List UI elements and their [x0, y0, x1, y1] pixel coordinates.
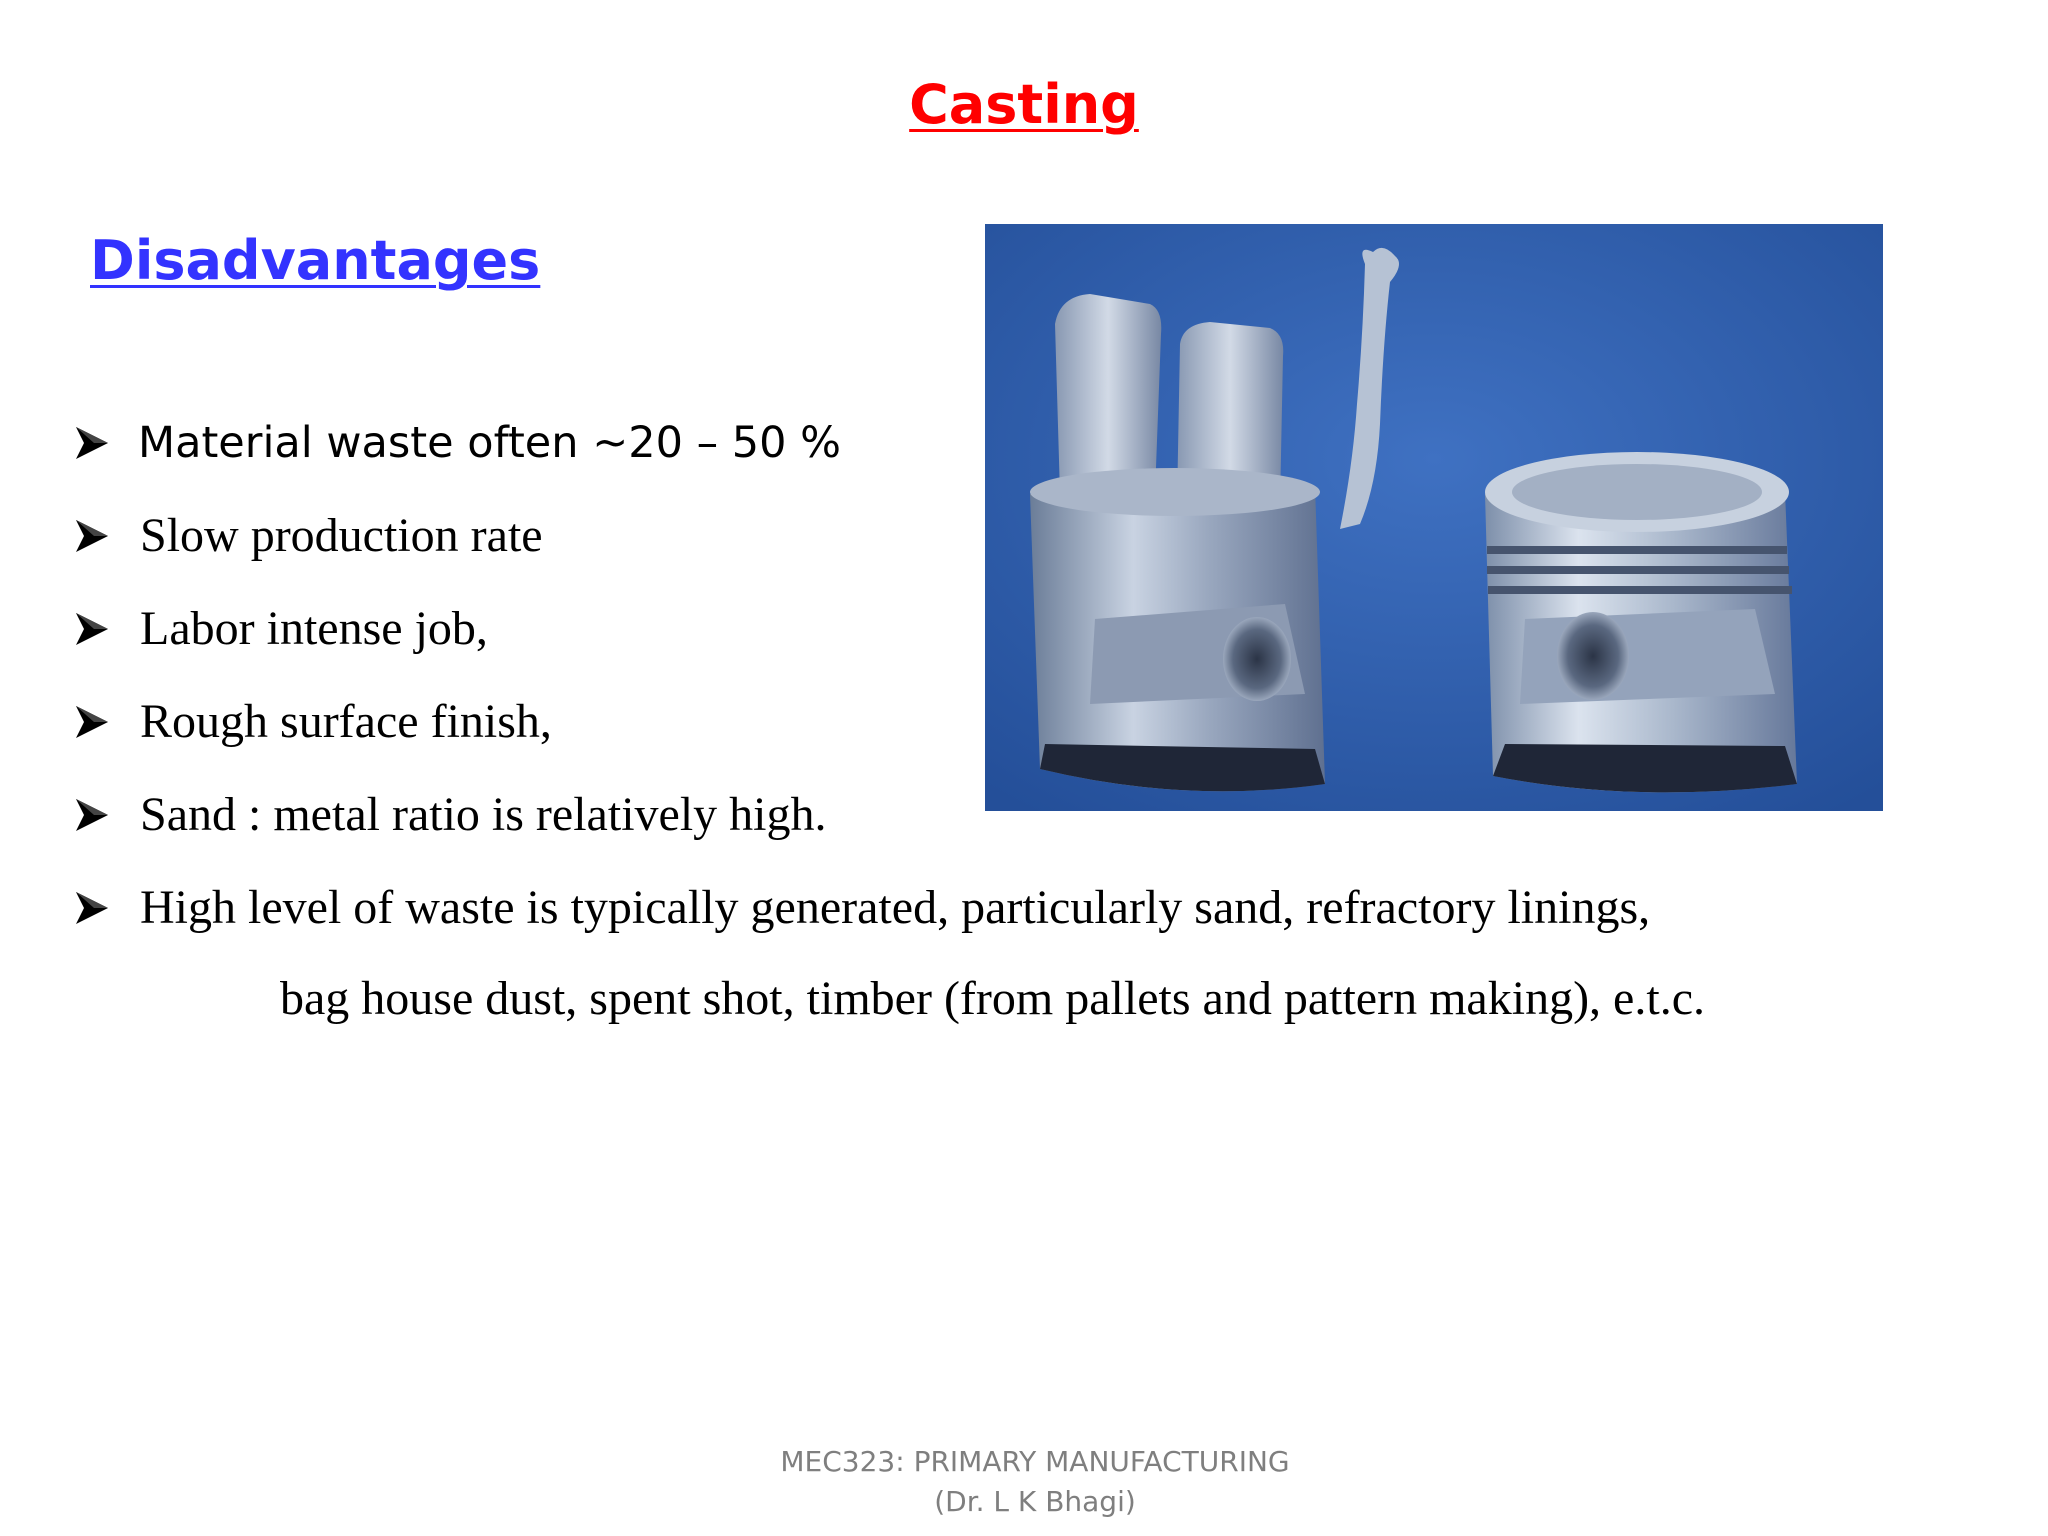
section-heading: Disadvantages: [90, 229, 541, 292]
bullet-text: Rough surface finish,: [140, 695, 552, 748]
arrow-bullet-icon: [74, 890, 110, 926]
arrow-bullet-icon: [74, 518, 110, 554]
footer-course: MEC323: PRIMARY MANUFACTURING: [780, 1445, 1290, 1478]
piston-castings-photo: [985, 224, 1883, 811]
bullet-continuation-text: bag house dust, spent shot, timber (from pallets and pattern making), e.t.c.: [280, 972, 1705, 1025]
footer-author: (Dr. L K Bhagi): [934, 1485, 1136, 1518]
bullet-text: Material waste often ~20 – 50 %: [138, 418, 842, 468]
footer: [0, 1442, 2048, 1522]
arrow-bullet-icon: [74, 425, 110, 461]
bullet-text: Slow production rate: [140, 509, 543, 562]
arrow-bullet-icon: [74, 611, 110, 647]
bullet-text: Labor intense job,: [140, 602, 488, 655]
slide-title: Casting: [909, 73, 1139, 136]
bullet-text: Sand : metal ratio is relatively high.: [140, 788, 827, 841]
arrow-bullet-icon: [74, 797, 110, 833]
bullet-text: High level of waste is typically generated, particularly sand, refractory linings,: [140, 881, 1651, 934]
arrow-bullet-icon: [74, 704, 110, 740]
